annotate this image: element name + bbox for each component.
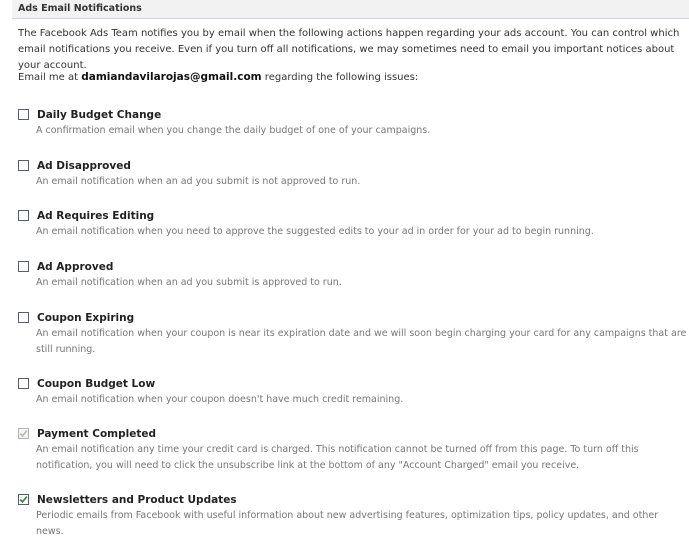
checkbox-daily-budget-change[interactable]: [18, 109, 29, 120]
checkbox-payment-completed: [18, 428, 29, 439]
option-description: An email notification when your coupon doesn't have much credit remaining.: [36, 394, 404, 405]
checkmark-icon: [19, 429, 28, 438]
option-description: An email notification any time your credit card is charged. This notification cannot be turned off from this page. To turn off this notification, you will need to click the unsubscribe link at the bottom of any "Account Charged" email you receive.: [36, 444, 639, 471]
option-title: Payment Completed: [37, 428, 156, 440]
option-title: Newsletters and Product Updates: [37, 494, 237, 506]
checkbox-coupon-expiring[interactable]: [18, 312, 29, 323]
email-line-prefix: Email me at: [18, 72, 79, 83]
option-title: Ad Approved: [37, 261, 114, 273]
checkbox-coupon-budget-low[interactable]: [18, 378, 29, 389]
checkbox-ad-approved[interactable]: [18, 261, 29, 272]
option-title: Ad Requires Editing: [37, 210, 155, 222]
intro-text: The Facebook Ads Team notifies you by email when the following actions happen regarding your ads account. You can control which email notifications you receive. Even if you turn off all notifications, we may sometimes need to email you important notices about your account.: [18, 28, 680, 71]
option-description: An email notification when an ad you submit is not approved to run.: [36, 176, 361, 187]
checkbox-newsletters-product-updates[interactable]: [18, 494, 29, 505]
email-line: [18, 69, 678, 86]
email-line-suffix: regarding the following issues:: [264, 72, 419, 83]
option-description: An email notification when you need to approve the suggested edits to your ad in order for your ad to begin running.: [36, 226, 594, 237]
option-description: An email notification when your coupon is near its expiration date and we will soon begin charging your card for any campaigns that are still running.: [36, 328, 687, 355]
option-title: Coupon Budget Low: [37, 378, 156, 390]
option-description: An email notification when an ad you submit is approved to run.: [36, 277, 342, 288]
checkbox-ad-disapproved[interactable]: [18, 160, 29, 171]
option-description: A confirmation email when you change the daily budget of one of your campaigns.: [36, 125, 431, 136]
checkmark-icon: [19, 495, 28, 504]
option-title: Ad Disapproved: [37, 160, 131, 172]
email-address: damiandavilarojas@gmail.com: [81, 71, 262, 83]
section-title: Ads Email Notifications: [18, 3, 142, 14]
checkbox-ad-requires-editing[interactable]: [18, 210, 29, 221]
option-title: Coupon Expiring: [37, 312, 135, 324]
section-header: [12, 0, 689, 19]
option-description: Periodic emails from Facebook with useful information about new advertising features, optimization tips, policy updates, and other news.: [36, 510, 659, 537]
option-title: Daily Budget Change: [37, 109, 162, 121]
